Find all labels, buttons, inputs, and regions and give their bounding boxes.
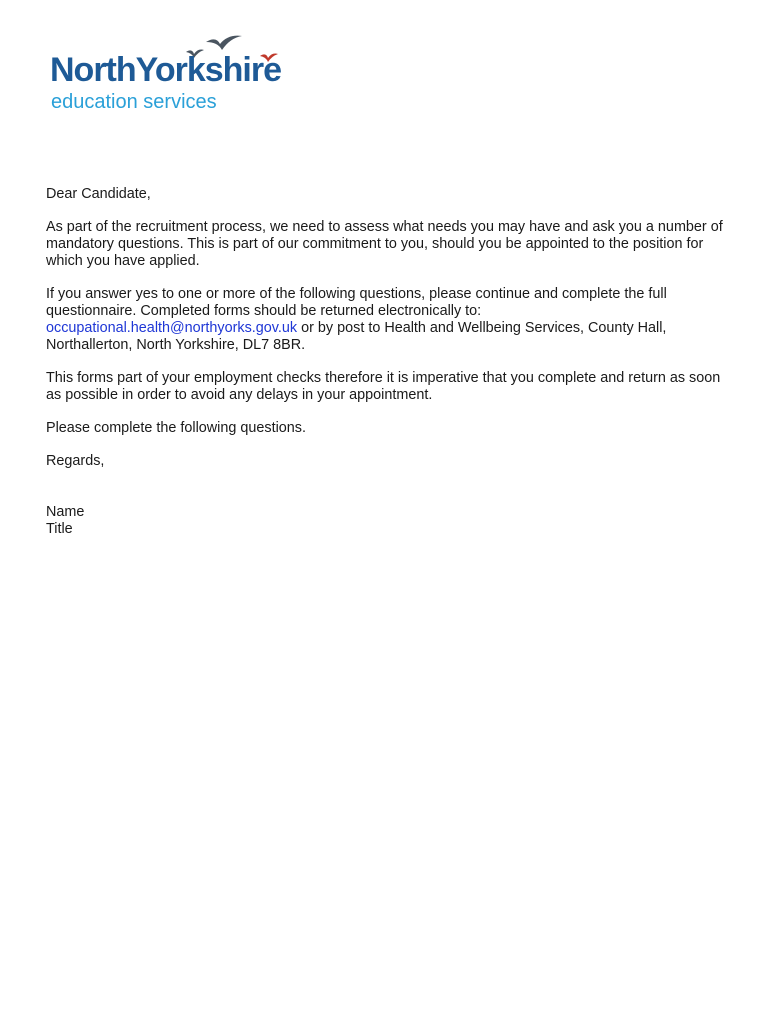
signature-block xyxy=(46,504,726,538)
svg-text:NorthYorkshire xyxy=(50,51,281,89)
logo-word-y: Y xyxy=(135,51,155,89)
signatory-name: Name xyxy=(46,504,85,520)
signatory-title: Title xyxy=(46,521,73,537)
paragraph-return-instructions xyxy=(46,286,726,354)
return-instructions-text: If you answer yes to one or more of the following questions, please continue and complete the full questionnaire. Completed forms should be returned electronically to: xyxy=(46,286,667,319)
logo-graphic xyxy=(48,34,328,114)
north-yorkshire-logo xyxy=(48,34,328,114)
logo-tagline: education services xyxy=(51,91,217,113)
closing: Regards, xyxy=(46,453,105,469)
paragraph-assessment: As part of the recruitment process, we need to assess what needs you may have and ask you a number of mandatory questions. This is part of our commitment to you, should you be appointed to the position for which you have applied. xyxy=(46,219,723,269)
salutation: Dear Candidate, xyxy=(46,186,151,202)
postal-address-text: or by post to Health and Wellbeing Services, County Hall, Northallerton, North Yorkshire, DL7 8BR. xyxy=(46,320,667,353)
paragraph-complete-questions: Please complete the following questions. xyxy=(46,420,306,436)
bird-dark-icon xyxy=(206,36,242,50)
paragraph-employment-checks: This forms part of your employment checks therefore it is imperative that you complete and return as soon as possible in order to avoid any delays in your appointment. xyxy=(46,370,721,403)
letter-body xyxy=(46,186,726,538)
logo-word-orkshire: orkshire xyxy=(154,51,281,89)
email-link[interactable]: occupational.health@northyorks.gov.uk xyxy=(46,320,298,336)
logo-word-north: North xyxy=(50,51,136,89)
